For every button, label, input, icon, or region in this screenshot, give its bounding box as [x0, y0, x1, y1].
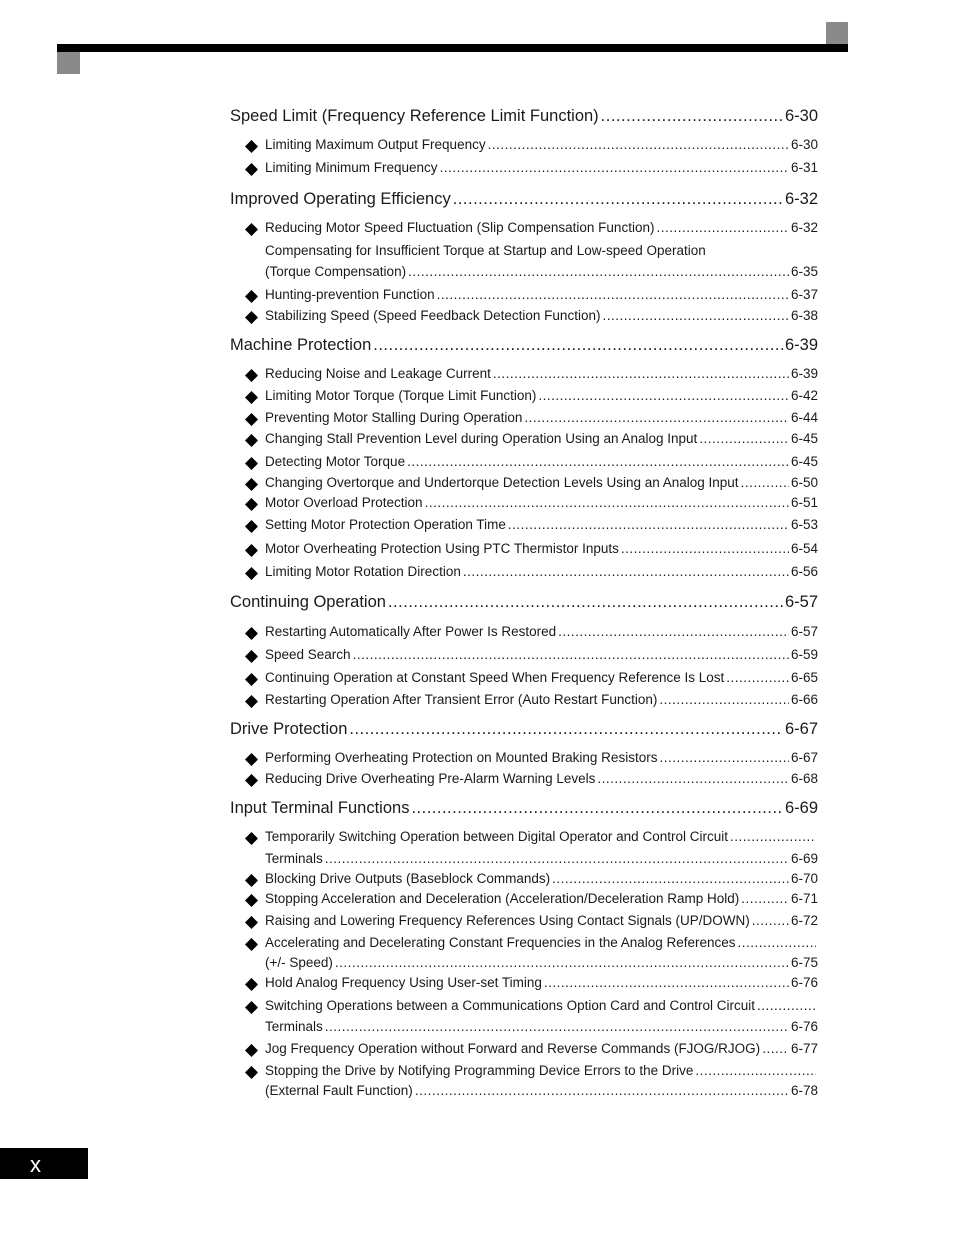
toc-entry-title: Stopping the Drive by Notifying Programming Device Errors to the Drive — [265, 1063, 694, 1078]
toc-subsection-entry[interactable] — [265, 220, 818, 235]
toc-entry-title: (+/- Speed) — [265, 955, 333, 970]
dot-leader — [726, 670, 789, 685]
page-number: x — [30, 1152, 41, 1177]
toc-page-number: 6-59 — [790, 647, 818, 662]
toc-page-number: 6-53 — [790, 517, 818, 532]
toc-page-number: 6-57 — [784, 593, 818, 611]
toc-entry-title: Restarting Operation After Transient Error (Auto Restart Function) — [265, 692, 658, 707]
toc-page-number: 6-39 — [784, 336, 818, 354]
diamond-bullet-icon — [245, 753, 259, 767]
diamond-bullet-icon — [245, 457, 259, 471]
toc-entry-title: Continuing Operation — [230, 593, 386, 611]
diamond-bullet-icon — [245, 1001, 259, 1015]
dot-leader — [621, 541, 789, 556]
diamond-bullet-icon — [245, 223, 259, 237]
toc-page-number: 6-56 — [790, 564, 818, 579]
toc-section-entry[interactable] — [230, 799, 818, 818]
dot-leader — [325, 851, 789, 866]
diamond-bullet-icon — [245, 650, 259, 664]
toc-entry-title: Jog Frequency Operation without Forward and Reverse Commands (FJOG/RJOG) — [265, 1041, 761, 1056]
toc-entry-title: Changing Stall Prevention Level during Operation Using an Analog Input — [265, 431, 698, 446]
toc-page-number: 6-32 — [784, 190, 818, 208]
toc-entry-title: Speed Limit (Frequency Reference Limit Function) — [230, 107, 599, 125]
toc-entry-title: Limiting Minimum Frequency — [265, 160, 438, 175]
toc-entry-title: Compensating for Insufficient Torque at Startup and Low-speed Operation — [265, 243, 706, 258]
toc-entry-title: Limiting Motor Rotation Direction — [265, 564, 461, 579]
toc-subsection-entry[interactable] — [265, 975, 818, 990]
dot-leader — [544, 975, 789, 990]
dot-leader — [738, 935, 816, 950]
diamond-bullet-icon — [245, 413, 259, 427]
toc-page-number: 6-38 — [790, 308, 818, 323]
diamond-bullet-icon — [245, 1066, 259, 1080]
toc-entry-title: Changing Overtorque and Undertorque Detection Levels Using an Analog Input — [265, 475, 739, 490]
toc-page-number: 6-70 — [790, 871, 818, 886]
toc-entry-title: Preventing Motor Stalling During Operation — [265, 410, 523, 425]
toc-subsection-entry[interactable] — [265, 308, 818, 323]
toc-subsection-entry[interactable] — [265, 647, 818, 662]
dot-leader — [408, 264, 789, 279]
toc-subsection-entry[interactable] — [265, 475, 818, 490]
toc-subsection-entry[interactable] — [265, 137, 818, 152]
toc-subsection-entry[interactable] — [265, 564, 818, 579]
toc-subsection-entry[interactable] — [265, 160, 818, 175]
diamond-bullet-icon — [245, 1044, 259, 1058]
toc-subsection-entry[interactable] — [265, 1083, 818, 1098]
toc-page-number: 6-54 — [790, 541, 818, 556]
dot-leader — [335, 955, 789, 970]
toc-page-number: 6-77 — [790, 1041, 818, 1056]
toc-subsection-entry[interactable] — [265, 771, 818, 786]
toc-page-number: 6-76 — [790, 1019, 818, 1034]
toc-entry-title: Stabilizing Speed (Speed Feedback Detection Function) — [265, 308, 601, 323]
toc-page-number: 6-44 — [790, 410, 818, 425]
dot-leader — [388, 593, 783, 612]
dot-leader — [325, 1019, 789, 1034]
toc-entry-title: Improved Operating Efficiency — [230, 190, 451, 208]
dot-leader — [411, 799, 783, 818]
toc-subsection-entry[interactable] — [265, 955, 818, 970]
toc-page-number: 6-45 — [790, 431, 818, 446]
toc-subsection-entry[interactable] — [265, 998, 818, 1013]
toc-entry-title: Motor Overheating Protection Using PTC Thermistor Inputs — [265, 541, 619, 556]
toc-section-entry[interactable] — [230, 720, 818, 739]
toc-page-number: 6-66 — [790, 692, 818, 707]
toc-entry-title: Reducing Motor Speed Fluctuation (Slip Compensation Function) — [265, 220, 655, 235]
dot-leader — [524, 410, 789, 425]
toc-entry-title: Continuing Operation at Constant Speed When Frequency Reference Is Lost — [265, 670, 725, 685]
dot-leader — [488, 137, 789, 152]
dot-leader — [349, 720, 783, 739]
toc-subsection-entry[interactable] — [265, 935, 818, 950]
toc-page-number: 6-76 — [790, 975, 818, 990]
dot-leader — [656, 220, 789, 235]
dot-leader — [463, 564, 789, 579]
toc-entry-title: (External Fault Function) — [265, 1083, 413, 1098]
dot-leader — [558, 624, 789, 639]
toc-entry-title: Stopping Acceleration and Deceleration (Acceleration/Deceleration Ramp Hold) — [265, 891, 740, 906]
toc-subsection-entry[interactable] — [265, 851, 818, 866]
diamond-bullet-icon — [245, 832, 259, 846]
toc-entry-title: Input Terminal Functions — [230, 799, 410, 817]
toc-page-number: 6-65 — [790, 670, 818, 685]
diamond-bullet-icon — [245, 894, 259, 908]
toc-entry-title: Reducing Drive Overheating Pre-Alarm Warning Levels — [265, 771, 596, 786]
page-number-box — [0, 1148, 88, 1179]
toc-page-number: 6-67 — [790, 750, 818, 765]
toc-subsection-entry[interactable] — [265, 1041, 818, 1056]
toc-entry-title: Drive Protection — [230, 720, 348, 738]
toc-subsection-entry[interactable] — [265, 670, 818, 685]
toc-entry-title: Switching Operations between a Communications Option Card and Control Circuit — [265, 998, 755, 1013]
dot-leader — [602, 308, 789, 323]
diamond-bullet-icon — [245, 567, 259, 581]
toc-section-entry[interactable] — [230, 107, 818, 126]
diamond-bullet-icon — [245, 916, 259, 930]
dot-leader — [440, 160, 789, 175]
dot-leader — [741, 475, 789, 490]
toc-entry-title: Raising and Lowering Frequency References Using Contact Signals (UP/DOWN) — [265, 913, 750, 928]
toc-subsection-entry[interactable] — [265, 287, 818, 302]
toc-subsection-entry[interactable] — [265, 541, 818, 556]
toc-subsection-entry[interactable] — [265, 913, 818, 928]
toc-section-entry[interactable] — [230, 593, 818, 612]
diamond-bullet-icon — [245, 774, 259, 788]
diamond-bullet-icon — [245, 434, 259, 448]
toc-entry-title: Machine Protection — [230, 336, 372, 354]
diamond-bullet-icon — [245, 311, 259, 325]
toc-section-entry[interactable] — [230, 190, 818, 209]
toc-entry-title: Blocking Drive Outputs (Baseblock Commands) — [265, 871, 551, 886]
diamond-bullet-icon — [245, 938, 259, 952]
toc-subsection-entry[interactable] — [265, 829, 818, 844]
toc-subsection-entry[interactable] — [265, 243, 818, 258]
diamond-bullet-icon — [245, 874, 259, 888]
toc-page-number: 6-50 — [790, 475, 818, 490]
diamond-bullet-icon — [245, 695, 259, 709]
diamond-bullet-icon — [245, 673, 259, 687]
toc-page-number: 6-67 — [784, 720, 818, 738]
dot-leader — [552, 871, 789, 886]
toc-entry-title: Limiting Maximum Output Frequency — [265, 137, 486, 152]
toc-subsection-entry[interactable] — [265, 410, 818, 425]
diamond-bullet-icon — [245, 627, 259, 641]
diamond-bullet-icon — [245, 520, 259, 534]
diamond-bullet-icon — [245, 498, 259, 512]
dot-leader — [425, 495, 789, 510]
dot-leader — [741, 891, 789, 906]
toc-page-number: 6-37 — [790, 287, 818, 302]
toc-page-number: 6-32 — [790, 220, 818, 235]
toc-page-number: 6-39 — [790, 366, 818, 381]
toc-entry-title: Temporarily Switching Operation between Digital Operator and Control Circuit — [265, 829, 728, 844]
toc-page-number: 6-69 — [790, 851, 818, 866]
toc-subsection-entry[interactable] — [265, 264, 818, 279]
toc-entry-title: Limiting Motor Torque (Torque Limit Function) — [265, 388, 537, 403]
dot-leader — [659, 750, 789, 765]
toc-entry-title: Hold Analog Frequency Using User-set Timing — [265, 975, 542, 990]
toc-entry-title: Terminals — [265, 851, 323, 866]
dot-leader — [752, 913, 789, 928]
toc-entry-title: Speed Search — [265, 647, 351, 662]
dot-leader — [453, 190, 783, 209]
diamond-bullet-icon — [245, 544, 259, 558]
toc-page-number: 6-45 — [790, 454, 818, 469]
dot-leader — [659, 692, 789, 707]
toc-page-number: 6-30 — [790, 137, 818, 152]
toc-page-number: 6-71 — [790, 891, 818, 906]
toc-subsection-entry[interactable] — [265, 517, 818, 532]
toc-page-number: 6-35 — [790, 264, 818, 279]
toc-section-entry[interactable] — [230, 336, 818, 355]
toc-entry-title: Accelerating and Decelerating Constant Frequencies in the Analog References — [265, 935, 736, 950]
diamond-bullet-icon — [245, 391, 259, 405]
toc-page-number: 6-68 — [790, 771, 818, 786]
toc-subsection-entry[interactable] — [265, 431, 818, 446]
diamond-bullet-icon — [245, 369, 259, 383]
dot-leader — [757, 998, 816, 1013]
dot-leader — [508, 517, 789, 532]
dot-leader — [597, 771, 789, 786]
toc-subsection-entry[interactable] — [265, 692, 818, 707]
toc-page-number: 6-75 — [790, 955, 818, 970]
toc-subsection-entry[interactable] — [265, 871, 818, 886]
dot-leader — [437, 287, 789, 302]
toc-subsection-entry[interactable] — [265, 454, 818, 469]
toc-subsection-entry[interactable] — [265, 366, 818, 381]
dot-leader — [699, 431, 789, 446]
diamond-bullet-icon — [245, 290, 259, 304]
toc-entry-title: Restarting Automatically After Power Is Restored — [265, 624, 557, 639]
toc-entry-title: Reducing Noise and Leakage Current — [265, 366, 491, 381]
toc-subsection-entry[interactable] — [265, 891, 818, 906]
dot-leader — [407, 454, 789, 469]
dot-leader — [538, 388, 789, 403]
diamond-bullet-icon — [245, 140, 259, 154]
toc-entry-title: Terminals — [265, 1019, 323, 1034]
toc-subsection-entry[interactable] — [265, 1063, 818, 1078]
toc-entry-title: Setting Motor Protection Operation Time — [265, 517, 506, 532]
diamond-bullet-icon — [245, 163, 259, 177]
dot-leader — [730, 829, 816, 844]
toc-subsection-entry[interactable] — [265, 1019, 818, 1034]
toc-entry-title: (Torque Compensation) — [265, 264, 407, 279]
toc-entry-title: Motor Overload Protection — [265, 495, 423, 510]
toc-page-number: 6-78 — [790, 1083, 818, 1098]
toc-page-number: 6-69 — [784, 799, 818, 817]
diamond-bullet-icon — [245, 478, 259, 492]
toc-page-number: 6-31 — [790, 160, 818, 175]
dot-leader — [353, 647, 789, 662]
dot-leader — [601, 107, 783, 126]
toc-subsection-entry[interactable] — [265, 624, 818, 639]
dot-leader — [493, 366, 789, 381]
toc-page-number: 6-42 — [790, 388, 818, 403]
toc-page-number: 6-30 — [784, 107, 818, 125]
dot-leader — [762, 1041, 789, 1056]
dot-leader — [695, 1063, 816, 1078]
dot-leader — [373, 336, 783, 355]
diamond-bullet-icon — [245, 978, 259, 992]
toc-entry-title: Performing Overheating Protection on Mounted Braking Resistors — [265, 750, 658, 765]
toc-subsection-entry[interactable] — [265, 388, 818, 403]
toc-entry-title: Hunting-prevention Function — [265, 287, 435, 302]
toc-page-number: 6-72 — [790, 913, 818, 928]
dot-leader — [415, 1083, 789, 1098]
toc-page-number: 6-51 — [790, 495, 818, 510]
toc-subsection-entry[interactable] — [265, 750, 818, 765]
toc-subsection-entry[interactable] — [265, 495, 818, 510]
toc-page-number: 6-57 — [790, 624, 818, 639]
toc-entry-title: Detecting Motor Torque — [265, 454, 406, 469]
